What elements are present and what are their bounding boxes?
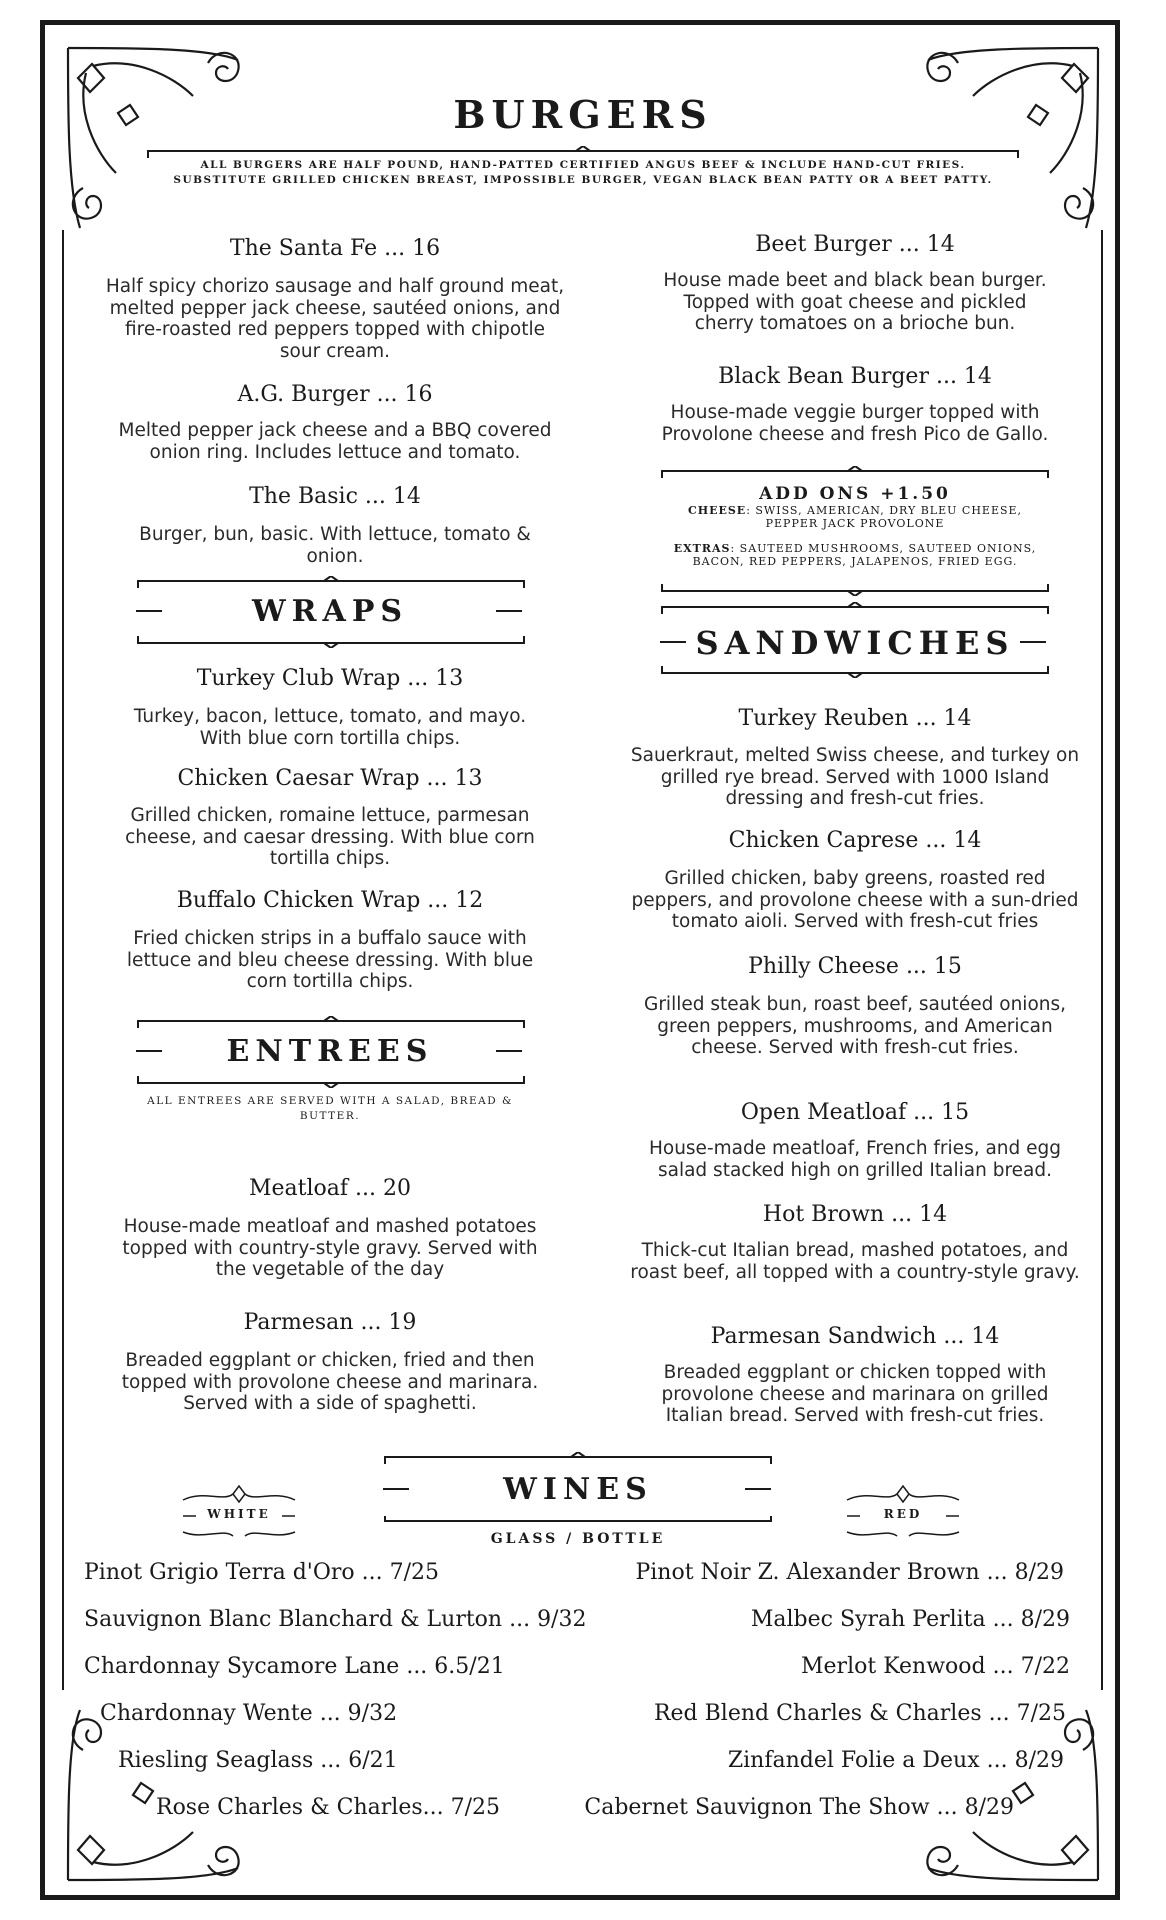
wines-divider-bottom [383, 1514, 773, 1524]
addons-divider-top [660, 466, 1050, 480]
sandwiches-divider-bottom [660, 664, 1050, 678]
wine-item-red: Red Blend Charles & Charles ... 7/25 [653, 1701, 1066, 1726]
wine-item-white: Chardonnay Wente ... 9/32 [100, 1701, 398, 1726]
wine-item-white: Riesling Seaglass ... 6/21 [118, 1748, 398, 1773]
burgers-note-1: ALL BURGERS ARE HALF POUND, HAND-PATTED CERTIFIED ANGUS BEEF & INCLUDE HAND-CUT FRIES. [200, 159, 966, 171]
menu-item-title: Philly Cheese ... 15 [748, 954, 962, 979]
menu-item-desc: Breaded eggplant or chicken topped with provolone cheese and marinara on grilled Italian bread. Served with fresh-cut fries. [661, 1362, 1049, 1426]
right-rule [1101, 230, 1103, 1690]
left-rule [62, 230, 64, 1690]
sandwiches-heading: SANDWICHES [695, 624, 1015, 662]
menu-item-title: Turkey Reuben ... 14 [738, 706, 972, 731]
entrees-heading: ENTREES [226, 1034, 434, 1069]
sandwiches-divider-top [660, 602, 1050, 616]
menu-item-title: Chicken Caesar Wrap ... 13 [177, 766, 483, 791]
wine-item-white: Pinot Grigio Terra d'Oro ... 7/25 [84, 1560, 439, 1585]
menu-item-title: Chicken Caprese ... 14 [728, 828, 982, 853]
menu-item-title: Hot Brown ... 14 [762, 1202, 948, 1227]
menu-item-desc: Half spicy chorizo sausage and half ground meat, melted pepper jack cheese, sautéed onions, and fire-roasted red peppers topped with chipotle sour cream. [105, 276, 565, 362]
menu-item-desc: Grilled chicken, romaine lettuce, parmesan cheese, and caesar dressing. With blue corn tortilla chips. [125, 805, 535, 869]
corner-flourish-icon [58, 38, 248, 238]
menu-item-desc: Grilled steak bun, roast beef, sautéed onions, green peppers, mushrooms, and American cheese. Served with fresh-cut fries. [643, 994, 1067, 1058]
wine-item-red: Pinot Noir Z. Alexander Brown ... 8/29 [635, 1560, 1064, 1585]
wine-item-red: Zinfandel Folie a Deux ... 8/29 [727, 1748, 1064, 1773]
dash [660, 641, 686, 643]
addons-divider-bottom [660, 582, 1050, 596]
red-wine-label: RED [883, 1507, 923, 1521]
wines-subheading: GLASS / BOTTLE [490, 1531, 666, 1547]
addons-cheese: CHEESE: SWISS, AMERICAN, DRY BLEU CHEESE, PEPPER JACK PROVOLONE [687, 504, 1023, 530]
wine-item-white: Rose Charles & Charles... 7/25 [156, 1795, 501, 1820]
addons-title: ADD ONS +1.50 [759, 484, 951, 504]
wine-item-red: Merlot Kenwood ... 7/22 [801, 1654, 1070, 1679]
burgers-note-2: SUBSTITUTE GRILLED CHICKEN BREAST, IMPOSSIBLE BURGER, VEGAN BLACK BEAN PATTY OR A BEET PATTY. [173, 174, 993, 186]
entrees-divider-bottom [136, 1074, 526, 1088]
dash [136, 610, 162, 612]
menu-item-desc: Sauerkraut, melted Swiss cheese, and turkey on grilled rye bread. Served with 1000 Island dressing and fresh-cut fries. [630, 745, 1080, 809]
menu-item-title: Beet Burger ... 14 [755, 232, 955, 257]
burgers-heading: BURGERS [453, 92, 713, 137]
dash [383, 1488, 409, 1490]
addons-extras: EXTRAS: SAUTEED MUSHROOMS, SAUTEED ONIONS, BACON, RED PEPPERS, JALAPENOS, FRIED EGG. [673, 542, 1037, 568]
wraps-heading: WRAPS [251, 594, 409, 629]
entrees-divider-top [136, 1016, 526, 1030]
menu-item-desc: Melted pepper jack cheese and a BBQ covered onion ring. Includes lettuce and tomato. [118, 420, 552, 463]
wines-divider-top [383, 1452, 773, 1466]
menu-item-title: Open Meatloaf ... 15 [740, 1100, 970, 1125]
wraps-divider-top [136, 576, 526, 590]
white-wine-label: WHITE [207, 1507, 271, 1521]
menu-item-title: Buffalo Chicken Wrap ... 12 [176, 888, 484, 913]
wraps-divider-bottom [136, 634, 526, 648]
dash [136, 1050, 162, 1052]
menu-item-title: A.G. Burger ... 16 [237, 382, 433, 407]
menu-item-desc: Thick-cut Italian bread, mashed potatoes, and roast beef, all topped with a country-style gravy. [630, 1240, 1080, 1283]
dash [745, 1488, 771, 1490]
menu-item-desc: Burger, bun, basic. With lettuce, tomato & onion. [139, 524, 531, 567]
menu-item-title: Turkey Club Wrap ... 13 [196, 666, 464, 691]
dash [1020, 641, 1046, 643]
menu-item-desc: Turkey, bacon, lettuce, tomato, and mayo. With blue corn tortilla chips. [133, 706, 527, 749]
menu-item-desc: Fried chicken strips in a buffalo sauce with lettuce and bleu cheese dressing. With blue corn tortilla chips. [126, 928, 534, 992]
wine-item-red: Cabernet Sauvignon The Show ... 8/29 [584, 1795, 1014, 1820]
menu-item-desc: Breaded eggplant or chicken, fried and then topped with provolone cheese and marinara. Served with a side of spaghetti. [121, 1350, 539, 1414]
wine-item-white: Sauvignon Blanc Blanchard & Lurton ... 9/32 [84, 1607, 587, 1632]
menu-item-title: Black Bean Burger ... 14 [718, 364, 992, 389]
wine-item-red: Malbec Syrah Perlita ... 8/29 [750, 1607, 1070, 1632]
menu-item-desc: House-made veggie burger topped with Provolone cheese and fresh Pico de Gallo. [661, 402, 1049, 445]
menu-item-title: Parmesan ... 19 [243, 1310, 417, 1335]
menu-item-desc: House-made meatloaf and mashed potatoes topped with country-style gravy. Served with the vegetable of the day [122, 1216, 538, 1280]
wines-heading: WINES [503, 1472, 653, 1507]
entrees-note: ALL ENTREES ARE SERVED WITH A SALAD, BREAD & BUTTER. [147, 1095, 513, 1122]
corner-flourish-icon [918, 38, 1108, 238]
menu-item-desc: House-made meatloaf, French fries, and egg salad stacked high on grilled Italian bread. [648, 1138, 1062, 1181]
menu-item-desc: Grilled chicken, baby greens, roasted red peppers, and provolone cheese with a sun-dried tomato aioli. Served with fresh-cut fries [631, 868, 1079, 932]
menu-item-desc: House made beet and black bean burger. Topped with goat cheese and pickled cherry tomatoes on a brioche bun. [663, 270, 1047, 334]
menu-item-title: The Santa Fe ... 16 [229, 236, 441, 261]
dash [496, 610, 522, 612]
menu-item-title: Meatloaf ... 20 [248, 1176, 411, 1201]
menu-item-title: Parmesan Sandwich ... 14 [710, 1324, 1000, 1349]
dash [496, 1050, 522, 1052]
menu-item-title: The Basic ... 14 [249, 484, 421, 509]
wine-item-white: Chardonnay Sycamore Lane ... 6.5/21 [84, 1654, 505, 1679]
